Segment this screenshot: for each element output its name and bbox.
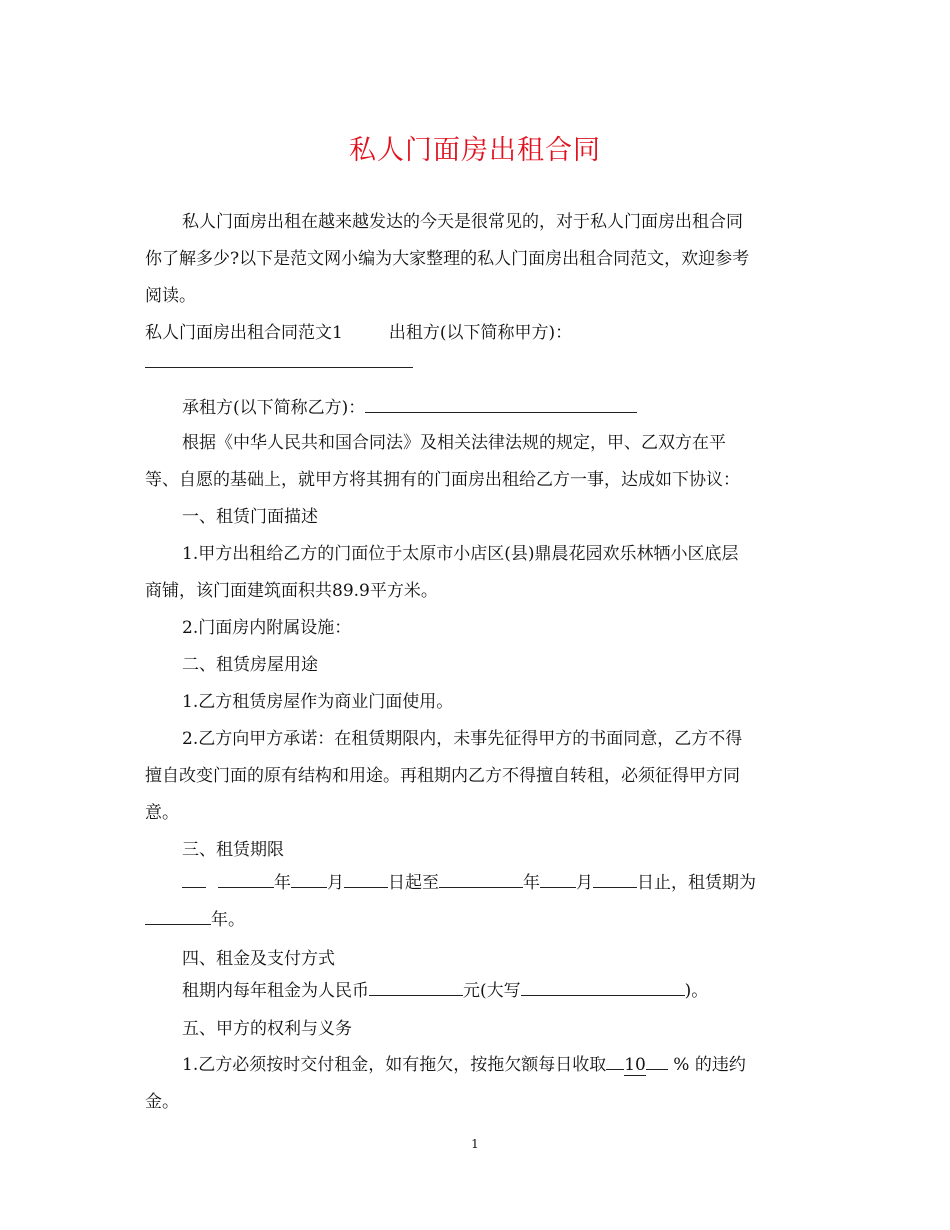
basis-line-2: 等、自愿的基础上，就甲方将其拥有的门面房出租给乙方一事，达成如下协议：: [145, 470, 740, 490]
section-2-title: 二、租赁房屋用途: [182, 655, 318, 675]
term-year-label: 年: [274, 873, 291, 893]
intro-line-3: 阅读。: [145, 286, 196, 306]
lessee-name-blank[interactable]: [365, 390, 637, 413]
term-start-year-blank[interactable]: [218, 865, 274, 888]
section-1-item-1-line-2: 商铺，该门面建筑面积共89.9平方米。: [145, 581, 438, 601]
intro-line-1: 私人门面房出租在越来越发达的今天是很常见的，对于私人门面房出租合同: [182, 212, 743, 232]
late-fee-text: 1.乙方必须按时交付租金，如有拖欠，按拖欠额每日收取: [182, 1055, 607, 1075]
section-2-item-2-line-3: 意。: [145, 803, 179, 823]
term-month-label: 月: [327, 873, 344, 893]
rent-unit: 元(大写: [463, 981, 521, 1001]
term-years-blank[interactable]: [145, 902, 211, 925]
lessee-line: [182, 390, 813, 427]
lessor-blank-line: [145, 345, 813, 382]
section-2-item-2-line-2: 擅自改变门面的原有结构和用途。再租期内乙方不得擅自转租，必须征得甲方同: [145, 766, 740, 786]
term-end-year-blank[interactable]: [439, 865, 523, 888]
term-month2-label: 月: [576, 873, 593, 893]
lessor-name-blank[interactable]: [145, 345, 413, 368]
rent-amount-words-blank[interactable]: [521, 973, 685, 996]
late-fee-rate[interactable]: 10: [624, 1055, 646, 1075]
term-end-month-blank[interactable]: [540, 865, 576, 888]
term-start-month-blank[interactable]: [291, 865, 327, 888]
term-start-prefix-blank[interactable]: [182, 865, 206, 888]
section-4-title: 四、租金及支付方式: [182, 949, 335, 969]
rent-prefix: 租期内每年租金为人民币: [182, 981, 369, 1001]
section-5-title: 五、甲方的权利与义务: [182, 1019, 352, 1039]
page-title: 私人门面房出租合同: [349, 135, 601, 166]
term-years-line: [145, 902, 813, 939]
lessor-label: 出租方(以下简称甲方)：: [388, 323, 573, 343]
section-3-title: 三、租赁期限: [182, 840, 284, 860]
lessee-label: 承租方(以下简称乙方)：: [182, 398, 366, 418]
section-2-item-2-line-1: 2.乙方向甲方承诺：在租赁期限内，未事先征得甲方的书面同意，乙方不得: [182, 729, 743, 749]
term-years-label: 年。: [211, 910, 245, 930]
rent-suffix: )。: [684, 981, 709, 1001]
late-fee-rate-right-blank: [646, 1047, 668, 1070]
page-number: 1: [471, 1137, 479, 1151]
sample-heading: 私人门面房出租合同范文1: [145, 323, 343, 343]
term-start-day-blank[interactable]: [344, 865, 388, 888]
section-1-item-1-line-1: 1.甲方出租给乙方的门面位于太原市小店区(县)鼎晨花园欢乐林牺小区底层: [182, 544, 739, 564]
term-end-day-blank[interactable]: [593, 865, 637, 888]
late-fee-after: % 的违约: [667, 1055, 746, 1075]
rent-amount-blank[interactable]: [369, 973, 463, 996]
term-year2-label: 年: [523, 873, 540, 893]
section-5-item-1-line-1: [182, 1047, 813, 1084]
late-fee-rate-left-blank: [606, 1047, 624, 1070]
section-1-item-2: 2.门面房内附属设施：: [182, 618, 352, 638]
intro-line-2: 你了解多少?以下是范文网小编为大家整理的私人门面房出租合同范文，欢迎参考: [145, 249, 750, 269]
section-1-title: 一、租赁门面描述: [182, 507, 318, 527]
rent-line: [182, 973, 813, 1010]
section-2-item-1: 1.乙方租赁房屋作为商业门面使用。: [182, 692, 454, 712]
term-from-label: 日起至: [388, 873, 439, 893]
term-line: [182, 865, 813, 902]
term-to-label: 日止，租赁期为: [637, 873, 756, 893]
basis-line-1: 根据《中华人民共和国合同法》及相关法律法规的规定，甲、乙双方在平: [182, 433, 726, 453]
section-5-item-1-line-2: 金。: [145, 1092, 179, 1112]
